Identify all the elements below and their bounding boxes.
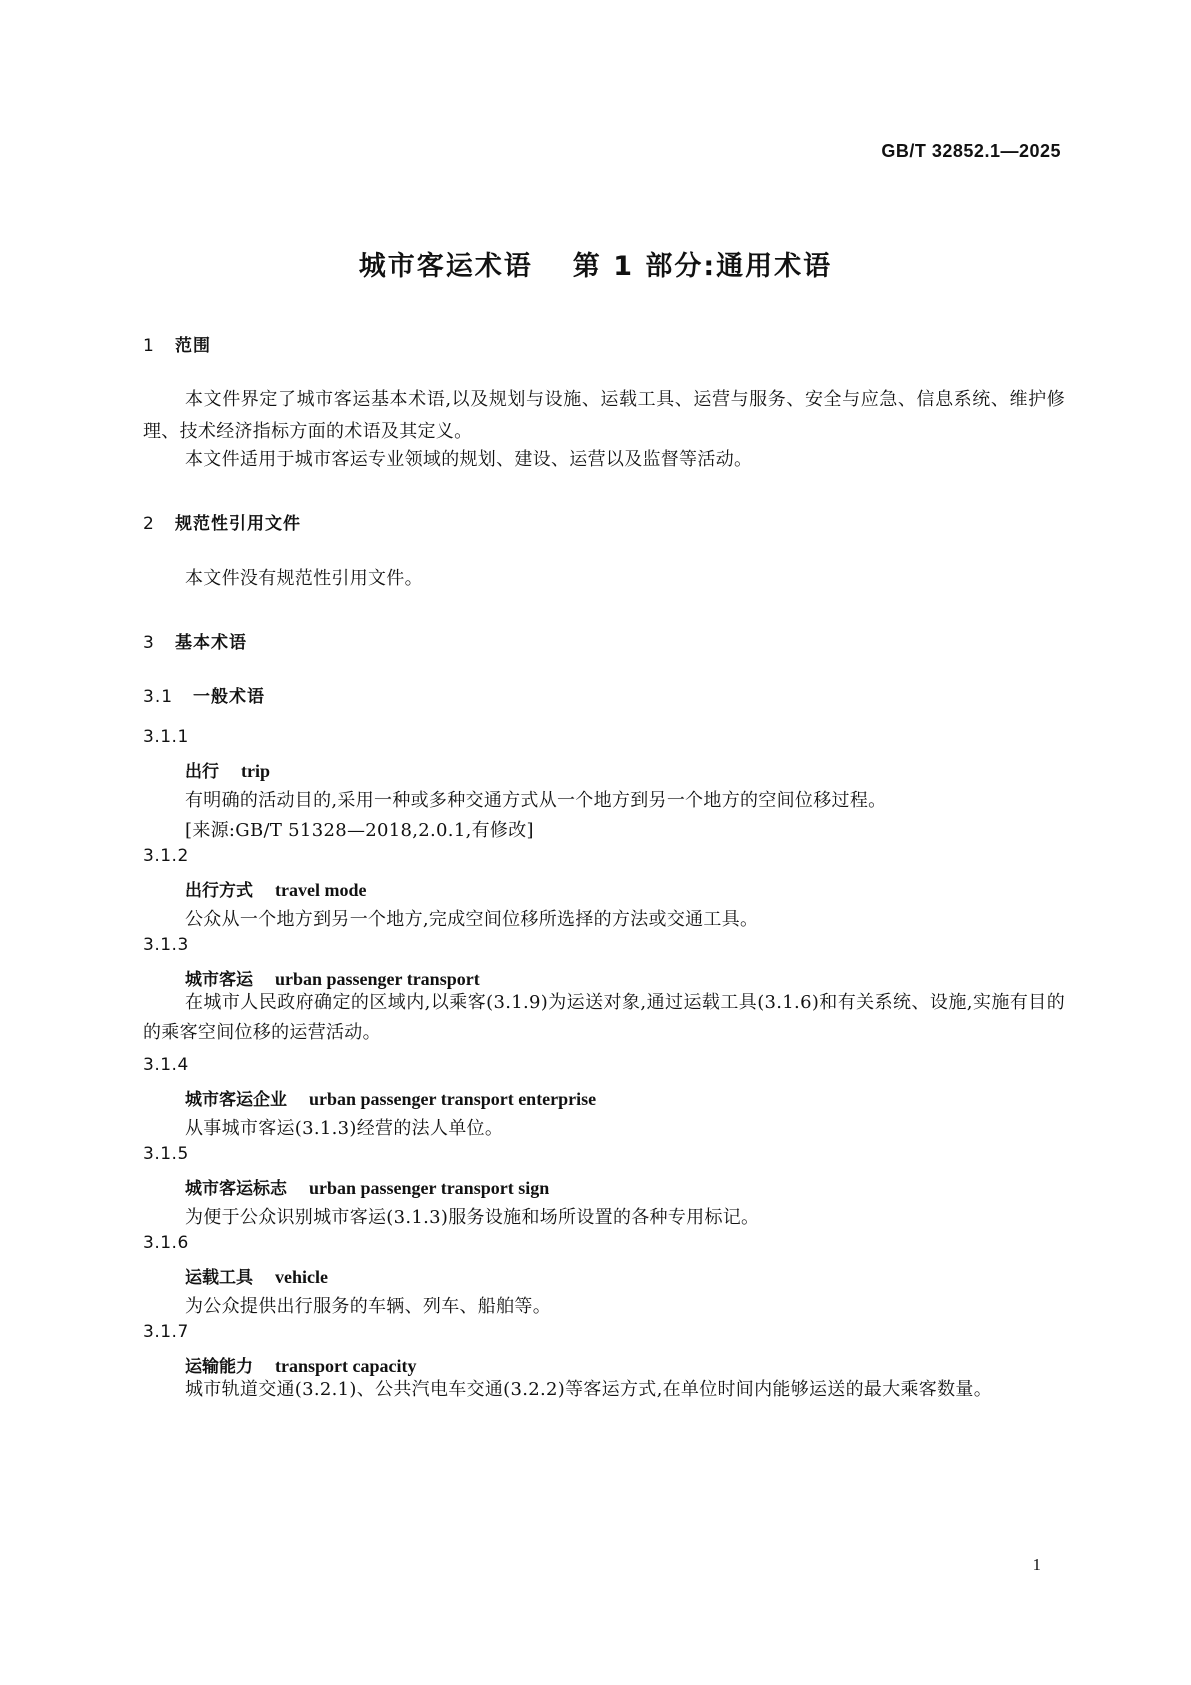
term-title xyxy=(185,757,270,782)
term-title xyxy=(185,1352,416,1377)
term-title xyxy=(185,1263,328,1288)
subsection-title: 一般术语 xyxy=(193,687,265,707)
subsection-3-1-heading xyxy=(143,682,265,707)
term-en: transport capacity xyxy=(275,1356,417,1376)
subsection-number: 3.1 xyxy=(143,687,174,707)
term-zh: 运载工具 xyxy=(185,1268,253,1288)
term-title xyxy=(185,1085,596,1110)
title-main: 城市客运术语 xyxy=(358,251,533,282)
term-title xyxy=(185,1174,549,1199)
term-en: urban passenger transport sign xyxy=(309,1178,550,1198)
title-part: 第 1 部分:通用术语 xyxy=(572,251,833,282)
section-number: 2 xyxy=(143,514,155,534)
term-number: 3.1.1 xyxy=(143,727,189,747)
term-en: urban passenger transport enterprise xyxy=(309,1089,597,1109)
term-number: 3.1.5 xyxy=(143,1144,189,1164)
section-1-heading xyxy=(143,331,211,356)
term-number: 3.1.6 xyxy=(143,1233,189,1253)
term-definition: 有明确的活动目的,采用一种或多种交通方式从一个地方到另一个地方的空间位移过程。 xyxy=(185,790,887,811)
term-definition: 在城市人民政府确定的区域内,以乘客(3.1.9)为运送对象,通过运载工具(3.1.6)和有关系统、设施,实施有目的的乘客空间位移的运营活动。 xyxy=(143,992,1065,1043)
term-en: vehicle xyxy=(275,1267,328,1287)
term-zh: 城市客运标志 xyxy=(185,1179,287,1199)
document-title xyxy=(0,244,1191,283)
term-source: [来源:GB/T 51328—2018,2.0.1,有修改] xyxy=(185,820,534,841)
term-zh: 出行方式 xyxy=(185,881,253,901)
term-en: travel mode xyxy=(275,880,367,900)
section-title: 基本术语 xyxy=(175,633,247,653)
term-number: 3.1.4 xyxy=(143,1055,189,1075)
page-number: 1 xyxy=(1032,1555,1041,1574)
term-en: urban passenger transport xyxy=(275,969,480,989)
term-zh: 运输能力 xyxy=(185,1357,253,1377)
term-zh: 出行 xyxy=(185,762,219,782)
term-number: 3.1.2 xyxy=(143,846,189,866)
section-number: 1 xyxy=(143,336,155,356)
scope-paragraph-2: 本文件适用于城市客运专业领域的规划、建设、运营以及监督等活动。 xyxy=(185,449,753,470)
term-zh: 城市客运 xyxy=(185,970,253,990)
term-definition: 从事城市客运(3.1.3)经营的法人单位。 xyxy=(185,1118,504,1139)
standard-code: GB/T 32852.1—2025 xyxy=(881,141,1061,161)
term-en: trip xyxy=(241,761,270,781)
term-number: 3.1.3 xyxy=(143,935,189,955)
term-title xyxy=(185,965,480,990)
term-definition: 为公众提供出行服务的车辆、列车、船舶等。 xyxy=(185,1296,551,1317)
term-number: 3.1.7 xyxy=(143,1322,189,1342)
term-definition: 公众从一个地方到另一个地方,完成空间位移所选择的方法或交通工具。 xyxy=(185,909,759,930)
section-2-heading xyxy=(143,509,301,534)
term-zh: 城市客运企业 xyxy=(185,1090,287,1110)
section-title: 范围 xyxy=(175,336,211,356)
scope-paragraph-1: 本文件界定了城市客运基本术语,以及规划与设施、运载工具、运营与服务、安全与应急、信息系统、维护修理、技术经济指标方面的术语及其定义。 xyxy=(143,389,1065,442)
term-definition: 为便于公众识别城市客运(3.1.3)服务设施和场所设置的各种专用标记。 xyxy=(185,1207,760,1228)
section-number: 3 xyxy=(143,633,155,653)
section-3-heading xyxy=(143,628,247,653)
term-definition: 城市轨道交通(3.2.1)、公共汽电车交通(3.2.2)等客运方式,在单位时间内能够运送的最大乘客数量。 xyxy=(185,1379,993,1400)
term-title xyxy=(185,876,366,901)
references-paragraph: 本文件没有规范性引用文件。 xyxy=(185,568,423,589)
section-title: 规范性引用文件 xyxy=(175,514,301,534)
